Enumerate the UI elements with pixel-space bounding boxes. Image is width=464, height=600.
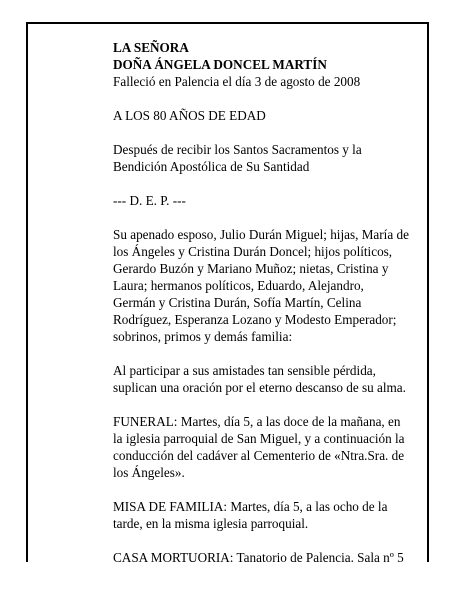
- text-line: Laura; hermanos políticos, Eduardo, Alejandro,: [113, 278, 364, 293]
- text-line: Rodríguez, Esperanza Lozano y Modesto Emperador;: [113, 312, 397, 327]
- age-line: A LOS 80 AÑOS DE EDAD: [113, 108, 266, 123]
- obituary-notice: [113, 39, 425, 566]
- text-line: FUNERAL: Martes, día 5, a las doce de la mañana, en: [113, 414, 401, 429]
- request-paragraph: [113, 362, 425, 396]
- mass-paragraph: [113, 498, 425, 532]
- funeral-home-line: CASA MORTUORIA: Tanatorio de Palencia. Sala nº 5: [113, 550, 404, 565]
- text-line: sobrinos, primos y demás familia:: [113, 329, 293, 344]
- death-date: Falleció en Palencia el día 3 de agosto de 2008: [113, 74, 361, 89]
- notice-title: LA SEÑORA: [113, 40, 189, 55]
- text-line: Germán y Cristina Durán, Sofía Martín, Celina: [113, 295, 362, 310]
- text-line: la iglesia parroquial de San Miguel, y a continuación la: [113, 431, 405, 446]
- text-line: Después de recibir los Santos Sacramentos y la: [113, 142, 362, 157]
- sacraments-paragraph: [113, 141, 425, 175]
- text-line: Su apenado esposo, Julio Durán Miguel; hijas, María de: [113, 227, 409, 242]
- deceased-name: DOÑA ÁNGELA DONCEL MARTÍN: [113, 57, 327, 72]
- text-line: los Ángeles».: [113, 465, 185, 480]
- rip-line: --- D. E. P. ---: [113, 193, 186, 208]
- text-line: Gerardo Buzón y Mariano Muñoz; nietas, Cristina y: [113, 261, 389, 276]
- text-line: los Ángeles y Cristina Durán Doncel; hijos políticos,: [113, 244, 393, 259]
- text-line: Al participar a sus amistades tan sensible pérdida,: [113, 363, 376, 378]
- family-paragraph: [113, 226, 425, 345]
- text-line: suplican una oración por el eterno descanso de su alma.: [113, 380, 406, 395]
- text-line: MISA DE FAMILIA: Martes, día 5, a las ocho de la: [113, 499, 388, 514]
- text-line: conducción del cadáver al Cementerio de «Ntra.Sra. de: [113, 448, 405, 463]
- text-line: Bendición Apostólica de Su Santidad: [113, 159, 310, 174]
- text-line: tarde, en la misma iglesia parroquial.: [113, 516, 309, 531]
- funeral-paragraph: [113, 413, 425, 481]
